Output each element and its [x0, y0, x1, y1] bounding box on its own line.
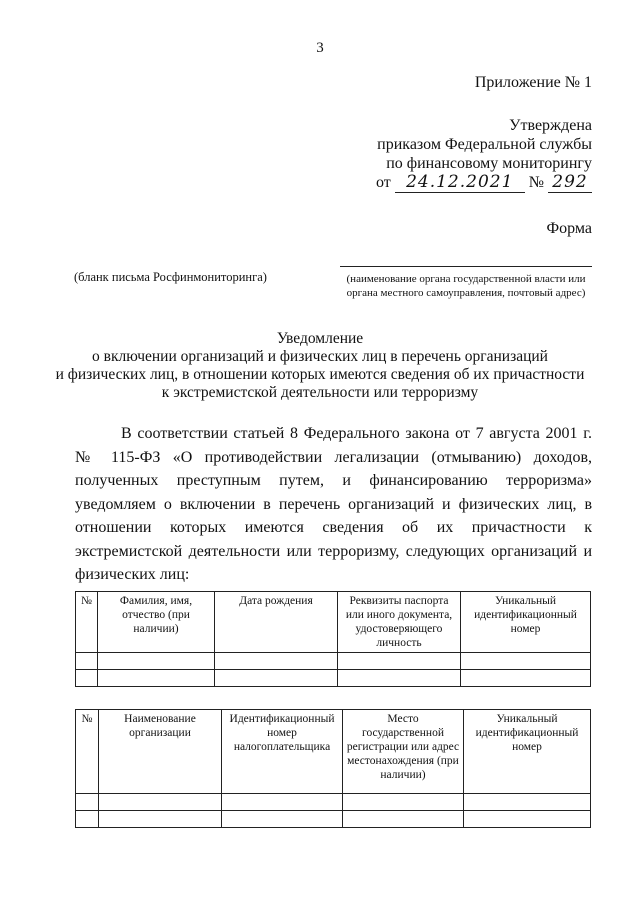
- body-paragraph: В соответствии статьей 8 Федерального закона от 7 августа 2001 г. № 115-ФЗ «О противодействии легализации (отмыванию) доходов, полученных преступным путем, и финансированию терроризма» уведомляем о включении в перечень организаций и физических лиц, в отношении которых имеются сведения об их причастности к экстремистской деятельности или терроризму, следующих организаций и физических лиц:: [75, 425, 592, 583]
- approval-date: 24.12.2021: [395, 173, 525, 193]
- addressee-line: [340, 266, 592, 267]
- addressee-note-line: органа местного самоуправления, почтовый адрес): [346, 287, 586, 299]
- table-row: [76, 810, 591, 827]
- appendix-label: Приложение № 1: [474, 74, 592, 91]
- letterhead-note: (бланк письма Росфинмониторинга): [74, 270, 267, 284]
- document-title: [40, 330, 600, 402]
- number-label: №: [528, 174, 544, 191]
- title-line: и физических лиц, в отношении которых имеются сведения об их причастности: [55, 366, 585, 383]
- table-header-row: [76, 591, 591, 652]
- table-header: Идентификационный номер налогоплательщика: [222, 709, 343, 793]
- organizations-table: [75, 709, 591, 828]
- table-header: №: [76, 709, 99, 793]
- form-label: Форма: [546, 220, 592, 237]
- title-line: Уведомление: [276, 330, 364, 347]
- table-header: Наименование организации: [99, 709, 222, 793]
- approval-line: приказом Федеральной службы: [377, 136, 592, 153]
- main-content: [75, 422, 592, 828]
- title-line: о включении организаций и физических лиц в перечень организаций: [92, 348, 548, 365]
- table-header: Дата рождения: [215, 591, 338, 652]
- table-header-row: [76, 709, 591, 793]
- table-header: Место государственной регистрации или адрес местонахождения (при наличии): [343, 709, 464, 793]
- table-row: [76, 793, 591, 810]
- addressee-note-line: (наименование органа государственной власти или: [346, 273, 586, 285]
- persons-table: [75, 591, 591, 687]
- approval-block: [376, 116, 592, 193]
- table-header: Уникальный идентификационный номер: [464, 709, 591, 793]
- page-number: 3: [316, 40, 324, 56]
- addressee-note: [335, 272, 597, 300]
- table-header: Реквизиты паспорта или иного документа, удостоверяющего личность: [338, 591, 461, 652]
- from-label: от: [375, 174, 391, 191]
- table-header: №: [76, 591, 98, 652]
- approval-date-line: [376, 173, 592, 193]
- approval-number: 292: [548, 173, 592, 193]
- table-header: Уникальный идентификационный номер: [461, 591, 591, 652]
- table-row: [76, 652, 591, 669]
- approval-line: по финансовому мониторингу: [386, 155, 592, 172]
- table-row: [76, 669, 591, 686]
- approval-line: Утверждена: [509, 117, 592, 134]
- title-line: к экстремистской деятельности или терроризму: [161, 384, 479, 401]
- table-header: Фамилия, имя, отчество (при наличии): [98, 591, 215, 652]
